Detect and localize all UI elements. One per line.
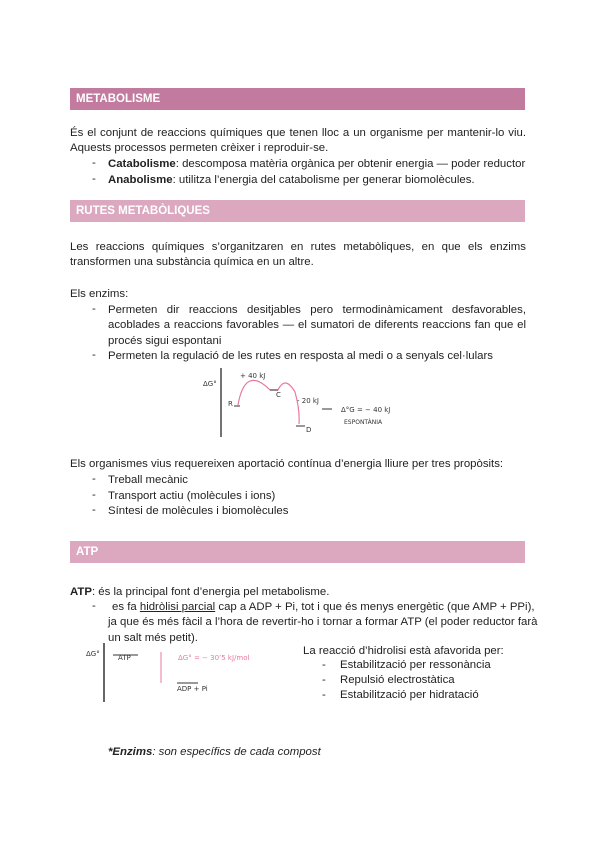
section-header-atp: ATP [70,541,525,563]
list-item: Repulsió electrostàtica [340,674,455,686]
definition: : utilitza l’energia del catabolisme per generar biomolècules. [172,174,475,186]
list-item [108,173,526,189]
peak-label: + 40 kJ [240,372,266,380]
favor-label: La reacció d’hidrolisi està afavorida per: [303,645,504,657]
text: es fa [112,601,140,613]
list-item [112,600,535,616]
term: Catabolisme [108,158,176,170]
r-label: R [228,400,233,408]
result-label: Δ°G = − 40 kJ [341,406,391,414]
list-item-cont: procés sigui espontani [108,335,222,347]
text: : son específics de cada compost [152,746,321,758]
definition: : és la principal font d’energia pel metabolisme. [91,586,330,598]
spontaneous-note: ESPONTÀNIA [344,419,383,426]
paragraph-line: Els organismes vius requereixen aportació contínua d’energia lliure per tres propòsits: [70,458,504,470]
dg-value-label: ΔG° = − 30’5 kJ/mol [178,654,250,662]
section-header-rutes: RUTES METABÒLIQUES [70,200,525,222]
adp-label: ADP + Pi [177,685,208,693]
term: Anabolisme [108,174,173,186]
underlined-term: hidròlisi parcial [139,601,216,613]
list-item-cont: acoblades a reaccions favorables — el sumatori de diferents reaccions fan que el [108,319,526,331]
atp-energy-diagram-sketch [80,640,280,720]
enzims-label: Els enzims: [70,288,129,300]
c-label: C [276,391,281,399]
paragraph-line: Aquests processos permeten crèixer i reproduir-se. [70,142,329,154]
text: cap a ADP + Pi, tot i que és menys energètic (que AMP + PPi), [215,601,535,613]
section-header-metabolisme: METABOLISME [70,88,525,110]
enzims-note [108,746,321,758]
paragraph-line: transformen una substància química en un altre. [70,256,314,268]
list-item: Síntesi de molècules i biomolècules [108,505,289,517]
document-page: METABOLISME És el conjunt de reaccions químiques que tenen lloc a un organisme per mantenir-lo viu. Aquests processos permeten crèixer i reproduir-se. - Catabolisme: descomposa matèria orgànica per obtenir energia — poder reductor - Anabolisme: utilitza l’energia del catabolisme per generar biomolècules. RUTES METABÒLIQUES Les reaccions químiques s’organitzaren en rutes metabòliques, en que els enzims transformen una substància química en un altre. Els enzims: - Permeten dir reaccions desitjables pero termodinàmicament desfavorables, acoblades a reaccions favorables — el sumatori de diferents reaccions fan que el procés sigui espontani - Permeten la regulació de les rutes en resposta al medi o a senyals cel·lulars ΔG° + 40 kJ R C - 20 kJ D Δ°G = − 40 kJ ESPONTÀNIA Els organismes vius requereixen aportació contínua d’energia lliure per tres propòsits: - Treball mecànic - Transport actiu (molècules i ions) - Síntesi de molècules i biomolècules ATP ATP: és la principal font d’energia pel metabolisme. - es fa hidròlisi parcial cap a ADP + Pi, tot i que és menys energètic (que AMP + PPi), ja que és més fàcil a l’hora de revertir-ho i tornar a formar ATP (el poder reductor farà un salt més petit). ΔG° ATP ADP + Pi ΔG° = − 30’5 kJ/mol La reacció d’hidrolisi està afavorida per: - Estabilització per ressonància - Repulsió electrostàtica - Estabilització per hidratació *Enzims: son específics de cada compost [0,0,600,848]
list-item: Estabilització per ressonància [340,659,491,671]
paragraph-line: És el conjunt de reaccions químiques que tenen lloc a un organisme per mantenir-lo viu. [70,127,526,139]
dg-axis-label: ΔG° [203,380,217,388]
list-item-cont: ja que és més fàcil a l’hora de revertir-ho i tornar a formar ATP (el poder reductor farà [108,616,538,628]
list-item [108,157,526,173]
step-label: - 20 kJ [297,397,320,405]
atp-label: ATP [118,654,131,662]
list-item: Permeten dir reaccions desitjables pero termodinàmicament desfavorables, [108,304,526,316]
term: ATP [70,586,92,598]
list-item: Transport actiu (molècules i ions) [108,490,276,502]
definition: : descomposa matèria orgànica per obtenir energia — poder reductor [175,158,526,170]
dg-axis-label: ΔG° [86,650,100,658]
d-label: D [306,426,312,434]
list-item: Treball mecànic [108,474,188,486]
term: *Enzims [108,746,153,758]
list-item: Estabilització per hidratació [340,689,479,701]
paragraph-line [70,585,526,601]
list-item-cont: un salt més petit). [108,632,198,644]
list-item: Permeten la regulació de les rutes en resposta al medi o a senyals cel·lulars [108,350,493,362]
paragraph-line: Les reaccions químiques s’organitzaren en rutes metabòliques, en que els enzims [70,241,526,253]
